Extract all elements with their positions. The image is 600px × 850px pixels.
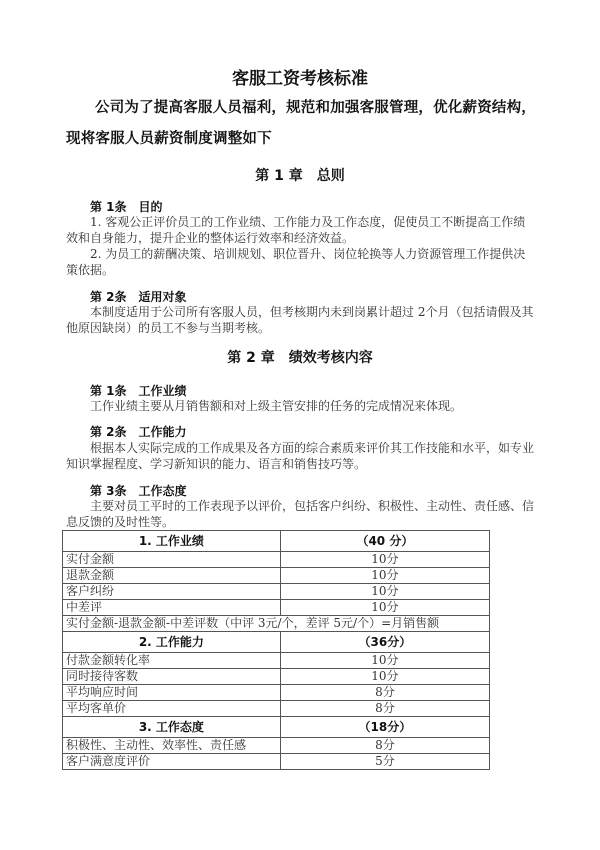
- section-header-row: [63, 717, 490, 738]
- table-row: [63, 653, 490, 669]
- article-paragraph: 1. 客观公正评价员工的工作业绩、工作能力及工作态度，促使员工不断提高工作绩效和自身能力，提升企业的整体运行效率和经济效益。: [66, 215, 526, 245]
- section-total: （40 分）: [280, 531, 489, 552]
- section-title: 1. 工作业绩: [63, 531, 281, 552]
- article-paragraph: 2. 为员工的薪酬决策、培训规划、职位晋升、岗位轮换等人力资源管理工作提供决策依据。: [66, 247, 526, 277]
- section-title: 3. 工作态度: [63, 717, 281, 738]
- item-name: 退款金额: [63, 568, 281, 584]
- table-row: [63, 600, 490, 616]
- article-paragraph: 本制度适用于公司所有客服人员，但考核期内未到岗累计超过 2个月（包括请假及其他原因缺岗）的员工不参与当期考核。: [66, 305, 534, 335]
- table-row: [63, 685, 490, 701]
- table-note-row: [63, 616, 490, 632]
- item-name: 实付金额: [63, 552, 281, 568]
- item-score: 10分: [280, 669, 489, 685]
- item-name: 客户纠纷: [63, 584, 281, 600]
- table-row: [63, 738, 490, 754]
- section-header-row: [63, 632, 490, 653]
- chapter-2-heading: 第 2 章 绩效考核内容: [227, 350, 373, 366]
- section-total: （18分）: [280, 717, 489, 738]
- item-score: 5分: [280, 754, 489, 770]
- article-heading: 第 3条 工作态度: [90, 484, 187, 498]
- article-paragraph: 根据本人实际完成的工作成果及各方面的综合素质来评价其工作技能和水平，如专业知识掌握程度、学习新知识的能力、语言和销售技巧等。: [66, 441, 535, 471]
- item-score: 8分: [280, 685, 489, 701]
- item-score: 10分: [280, 552, 489, 568]
- chapter-1-heading: 第 1 章 总则: [255, 168, 345, 184]
- article-heading: 第 2条 适用对象: [90, 290, 187, 304]
- item-score: 10分: [280, 600, 489, 616]
- table-row: [63, 568, 490, 584]
- article-paragraph: 主要对员工平时的工作表现予以评价，包括客户纠纷、积极性、主动性、责任感、信息反馈的及时性等。: [66, 499, 535, 529]
- table-row: [63, 669, 490, 685]
- item-name: 付款金额转化率: [63, 653, 281, 669]
- article-heading: 第 1条 工作业绩: [90, 384, 187, 398]
- item-name: 客户满意度评价: [63, 754, 281, 770]
- item-score: 10分: [280, 568, 489, 584]
- item-name: 平均响应时间: [63, 685, 281, 701]
- item-name: 积极性、主动性、效率性、责任感: [63, 738, 281, 754]
- section-title: 2. 工作能力: [63, 632, 281, 653]
- item-score: 10分: [280, 653, 489, 669]
- item-score: 8分: [280, 738, 489, 754]
- table-row: [63, 552, 490, 568]
- section-total: （36分）: [280, 632, 489, 653]
- document-title: 客服工资考核标准: [232, 69, 368, 89]
- article-heading: 第 1条 目的: [90, 200, 163, 214]
- score-table: [62, 530, 490, 770]
- item-name: 平均客单价: [63, 701, 281, 717]
- formula-note: 实付金额-退款金额-中差评数（中评 3元/个，差评 5元/个）=月销售额: [63, 616, 490, 632]
- item-score: 8分: [280, 701, 489, 717]
- table-row: [63, 701, 490, 717]
- section-header-row: [63, 531, 490, 552]
- item-score: 10分: [280, 584, 489, 600]
- intro-paragraph: 公司为了提高客服人员福利，规范和加强客服管理，优化薪资结构，现将客服人员薪资制度调整如下: [66, 100, 536, 147]
- table-row: [63, 584, 490, 600]
- article-paragraph: 工作业绩主要从月销售额和对上级主管安排的任务的完成情况来体现。: [90, 399, 463, 413]
- table-row: [63, 754, 490, 770]
- item-name: 中差评: [63, 600, 281, 616]
- item-name: 同时接待客数: [63, 669, 281, 685]
- article-heading: 第 2条 工作能力: [90, 425, 187, 439]
